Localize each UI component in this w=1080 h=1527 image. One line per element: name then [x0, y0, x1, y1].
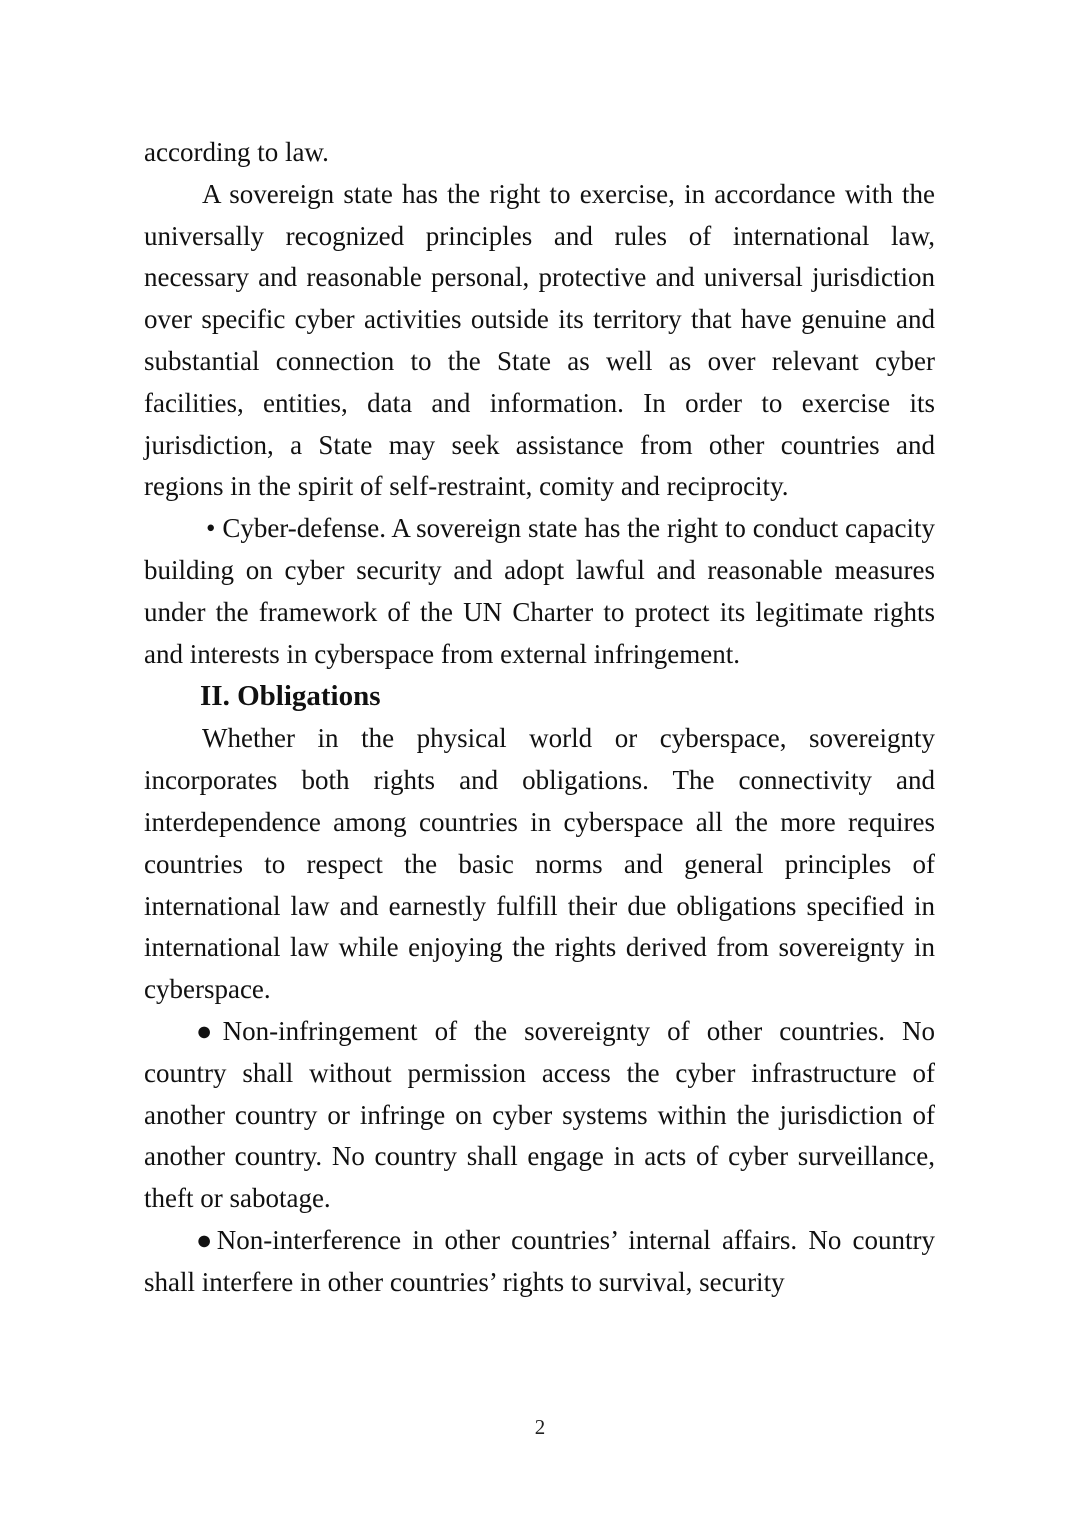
bullet-marker: ●	[196, 1015, 223, 1046]
paragraph-text: Non-interference in other countries’ internal affairs. No country shall interfere in other countries’ rights to survival, security	[144, 1224, 935, 1297]
paragraph-continuation: according to law.	[144, 137, 329, 167]
paragraph-non-interference	[144, 1220, 935, 1304]
page-number: 2	[534, 1415, 546, 1439]
page-body	[144, 132, 935, 1304]
bullet-marker: ●	[196, 1224, 217, 1255]
bullet-marker: •	[206, 513, 216, 544]
paragraph-text: Cyber-defense. A sovereign state has the right to conduct capacity building on cyber security and adopt lawful and reasonable measures under the framework of the UN Charter to protect its legitimate rights and interests in cyberspace from external infringement.	[144, 513, 935, 669]
paragraph-non-infringement	[144, 1011, 935, 1220]
paragraph-obligations-intro: Whether in the physical world or cyberspace, sovereignty incorporates both rights and obligations. The connectivity and interdependence among countries in cyberspace all the more requires countries to respect the basic norms and general principles of international law and earnestly fulfill their due obligations specified in international law while enjoying the rights derived from sovereignty in cyberspace.	[144, 723, 935, 1005]
section-heading: II. Obligations	[200, 680, 381, 713]
paragraph-text: Non-infringement of the sovereignty of other countries. No country shall without permission access the cyber infrastructure of another country or infringe on cyber systems within the jurisdiction of another country. No country shall engage in acts of cyber surveillance, theft or sabotage.	[144, 1015, 936, 1214]
paragraph-cyber-defense	[144, 508, 935, 675]
paragraph-jurisdiction: A sovereign state has the right to exercise, in accordance with the universally recognized principles and rules of international law, necessary and reasonable personal, protective and universal jurisdiction over specific cyber activities outside its territory that have genuine and substantial connection to the State as well as over relevant cyber facilities, entities, data and information. In order to exercise its jurisdiction, a State may seek assistance from other countries and regions in the spirit of self-restraint, comity and reciprocity.	[144, 178, 935, 502]
